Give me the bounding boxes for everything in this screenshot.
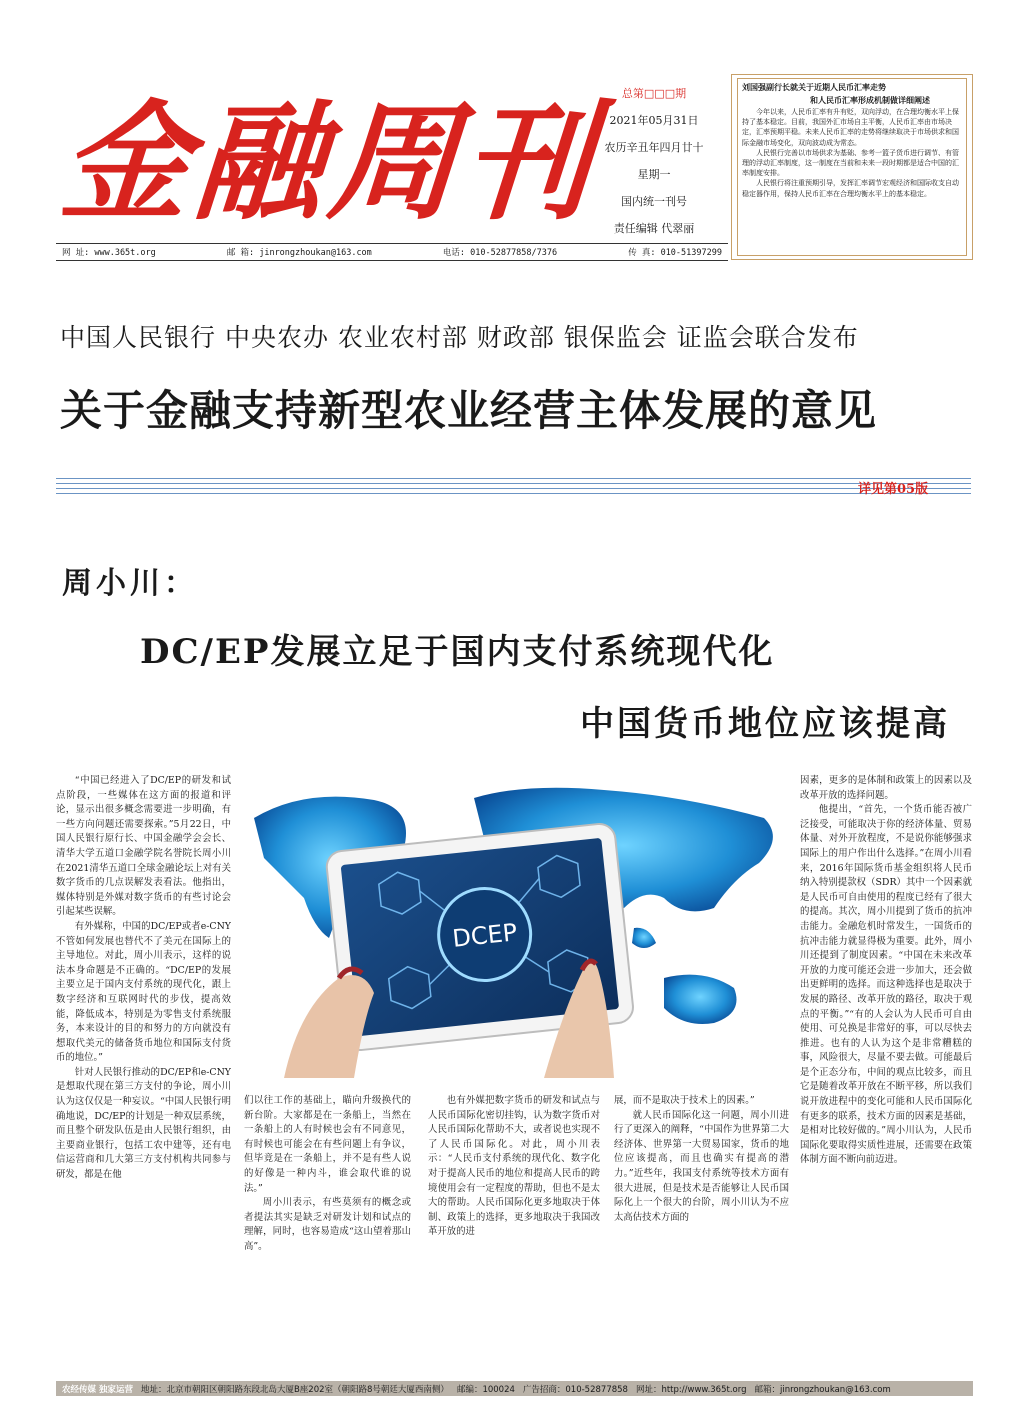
article-column-5 (800, 774, 972, 1259)
paragraph: 因素，更多的是体制和政策上的因素以及改革开放的选择问题。 (800, 775, 972, 801)
serial-number: 国内统一刊号 (621, 195, 687, 208)
footer-email: 邮箱：jinrongzhoukan@163.com (754, 1384, 891, 1395)
contact-phone: 电话: 010-52877858/7376 (442, 248, 558, 258)
footer-ads: 广告招商：010-52877858 (522, 1384, 628, 1395)
paragraph: 他提出，“首先，一个货币能否被广泛接受，可能取决于你的经济体量、贸易体量、对外开放程度，不是说你能够强求国际上的用户作出什么选择。”在周小川看来，2016年国际货币基金组织将人民币纳入特别提款权（SDR）其中一个因素就是人民币可自由使用的程度已经有了很大的提高。其次，周小川提到了货币的抗冲击能力。金融危机时常发生，一国货币的抗冲击能力就显得极为重要。此外，周小川还提到了制度因素。“中国在未来改革开放的力度可能还会进一步加大，还会做出更鲜明的选择。而这种选择也是取决于发展的路径、改革开放的路径，取决于观点的平衡。”“有的人会认为人民币可自由使用、可兑换是非常好的事，可以尽快去推进。也有的人认为这个是非常糟糕的事，风险很大，尽量不要去做。可能最后是个正态分布，中间的观点比较多，而且它是随着改革开放在不断平移，所以我们说开放进程中的变化可能和人民币国际化有更多的联系，技术方面的因素是基础，是相对比较好做的。”周小川认为，人民币国际化要取得实质性进展，还需要在政策体制方面不断向前迈进。 (800, 804, 972, 1166)
dcep-label: DCEP (451, 918, 519, 953)
subheadline-1: DC/EP发展立足于国内支付系统现代化 (140, 632, 775, 672)
notice-paragraph: 今年以来，人民币汇率有升有贬，双向浮动，在合理均衡水平上保持了基本稳定。目前，我国外汇市场自主平衡，人民币汇率由市场决定，汇率预期平稳。未来人民币汇率的走势将继续取决于市场供求和国际金融市场变化，双向波动成为常态。 (742, 108, 959, 147)
weekday: 星期一 (637, 168, 671, 181)
editor: 责任编辑 代翠丽 (613, 222, 695, 235)
article-column-3 (428, 1094, 600, 1259)
footer-website: 网址：http://www.365t.org (635, 1384, 747, 1395)
speaker-name: 周小川： (62, 566, 198, 601)
notice-paragraph: 人民银行完善以市场供求为基础、参考一篮子货币进行调节、有管理的浮动汇率制度，这一制度在当前和未来一段时期都是适合中国的汇率制度安排。 (742, 148, 959, 178)
notice-paragraph: 人民银行将注重预期引导，发挥汇率调节宏观经济和国际收支自动稳定器作用，保持人民币汇率在合理均衡水平上的基本稳定。 (742, 179, 959, 198)
see-more-link[interactable]: 详见第05版 (858, 482, 929, 497)
article-column-2 (244, 1094, 411, 1259)
divider (56, 493, 971, 494)
divider (56, 483, 971, 484)
subheadline-2: 中国货币地位应该提高 (580, 704, 950, 744)
issue-info (590, 80, 718, 242)
masthead-title: 金融周刊 (55, 88, 603, 238)
contact-fax: 传 真: 010-51397299 (628, 248, 722, 258)
paragraph: 展，而不是取决于技术上的因素。” (614, 1095, 755, 1106)
paragraph: 也有外媒把数字货币的研发和试点与人民币国际化密切挂钩，认为数字货币对人民币国际化帮助不大，或者说也实现不了人民币国际化。对此，周小川表示：“人民币支付系统的现代化、数字化对于提高人民币的地位和提高人民币的跨境使用会有一定程度的帮助，但也不是太大的帮助。人民币国际化更多地取决于体制、政策上的选择，更多地取决于我国改革开放的进 (428, 1095, 600, 1238)
paragraph: 针对人民银行推动的DC/EP和e-CNY是想取代现在第三方支付的争论，周小川认为这仅仅是一种妄议。“中国人民银行明确地说，DC/EP的计划是一种双层系统，而且整个研发队伍是由人民银行组织，由主要商业银行，包括工农中建等，还有电信运营商和几大第三方支付机构共同参与研发，都是在他 (56, 1066, 231, 1181)
paragraph: 们以往工作的基础上，瞄向升级换代的新台阶。大家都是在一条船上，当然在一条船上的人有时候也会有不同意见，有时候也可能会在有些问题上有争议，但毕竟是在一条船上，并不是有些人说的好像是一种内斗，谁会取代谁的说法。” (244, 1095, 411, 1194)
issue-number: 总第□□□期 (621, 87, 687, 100)
footer-address: 地址：北京市朝阳区朝阳路东段北岛大厦B座202室（朝阳路8号朝廷大厦西南侧） (140, 1384, 449, 1395)
dcep-illustration (244, 778, 789, 1078)
lunar-date: 农历辛丑年四月廿十 (604, 141, 704, 154)
contact-website: 网 址: www.365t.org (62, 248, 156, 258)
footer-brand: 农经传媒 独家运营 (62, 1384, 133, 1395)
footer-postcode: 邮编：100024 (456, 1384, 515, 1395)
article-column-1 (56, 774, 231, 1259)
article-column-4 (614, 1094, 789, 1259)
headline-main: 关于金融支持新型农业经营主体发展的意见 (60, 386, 878, 435)
notice-box (731, 74, 973, 260)
paragraph: “中国已经进入了DC/EP的研发和试点阶段，一些媒体在这方面的报道和评论，显示出很多概念需要进一步明确，有一些方向问题还需要探索。”5月22日，中国人民银行原行长、中国金融学会会长、清华大学五道口金融学院名誉院长周小川在2021清华五道口全球金融论坛上对有关数字货币的几点误解发表看法。他指出，媒体特别是外媒对数字货币的有些讨论会引起某些误解。 (56, 775, 231, 918)
headline-deck: 中国人民银行 中央农办 农业农村部 财政部 银保监会 证监会联合发布 (60, 323, 859, 352)
divider (56, 488, 971, 489)
paragraph: 周小川表示，有些莫须有的概念或者提法其实是缺乏对研发计划和试点的理解，同时，也容易造成“这山望着那山高”。 (244, 1197, 411, 1252)
contact-email: 邮 箱: jinrongzhoukan@163.com (226, 248, 372, 258)
paragraph: 有外媒称，中国的DC/EP或者e-CNY不管如何发展也替代不了美元在国际上的主导地位。对此，周小川表示，这样的说法本身命题是不正确的。“DC/EP的发展主要立足于国内支付系统的现代化，跟上数字经济和互联网时代的步伐，提高效能，降低成本，特别是为零售支付系统服务，本来设计的目的和努力的方向就没有想取代美元的储备货币地位和国际支付货币的地位。” (56, 920, 231, 1064)
article-photo (244, 778, 789, 1078)
notice-title-line2: 和人民币汇率形成机制做详细阐述 (810, 95, 930, 105)
paragraph: 就人民币国际化这一问题，周小川进行了更深入的阐释，“中国作为世界第二大经济体、世界第一大贸易国家，货币的地位应该提高，而且也确实有提高的潜力。”近些年，我国支付系统等技术方面有很大进展，但是技术是否能够让人民币国际化上一个很大的台阶，周小川认为不应太高估技术方面的 (614, 1109, 789, 1223)
issue-date: 2021年05月31日 (609, 114, 699, 127)
notice-title-line1: 刘国强副行长就关于近期人民币汇率走势 (742, 82, 886, 92)
footer-bar (56, 1381, 973, 1396)
contact-bar (56, 243, 728, 261)
divider (56, 478, 971, 479)
